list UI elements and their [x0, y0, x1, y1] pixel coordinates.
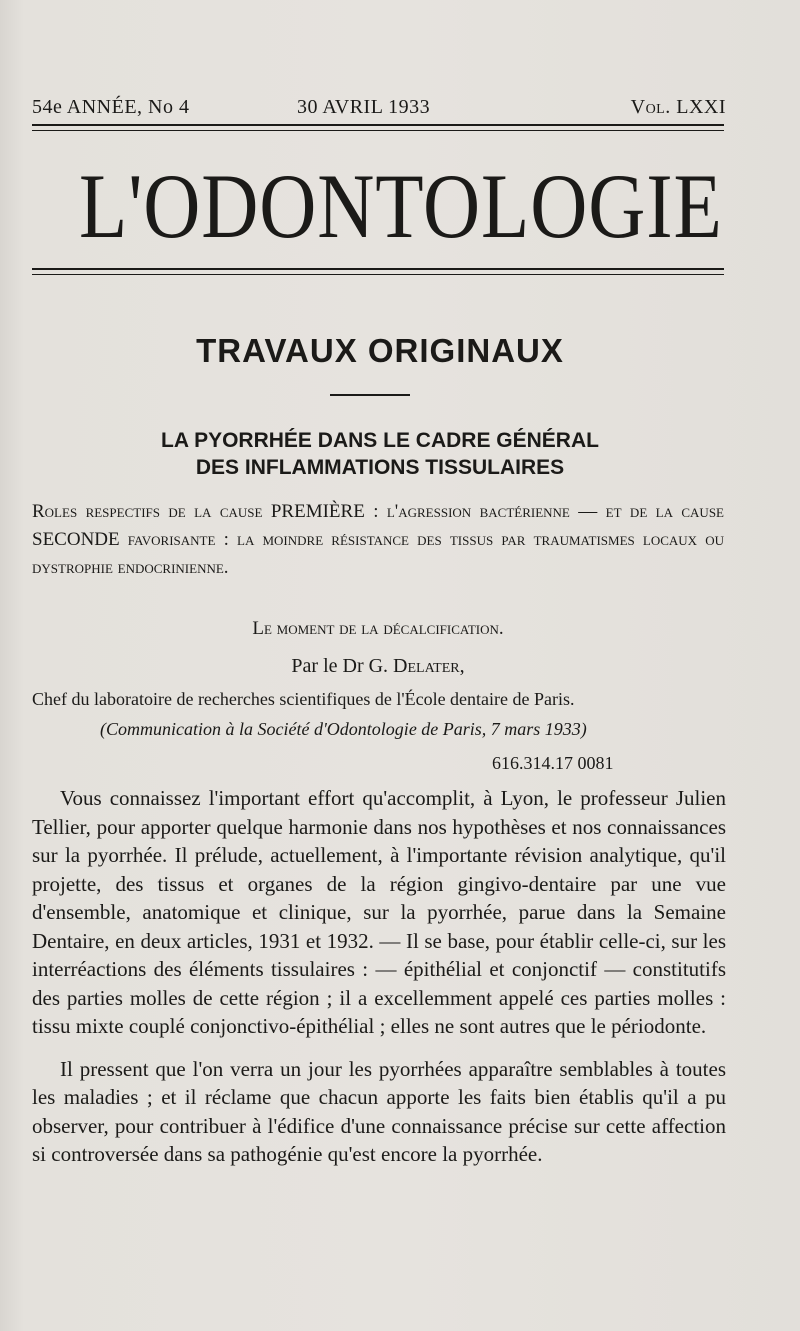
author-name: Delater, — [393, 655, 465, 677]
author-affiliation: Chef du laboratoire de recherches scientifiques de l'École dentaire de Paris. — [32, 689, 575, 709]
paragraph-2: Il pressent que l'on verra un jour les pyorrhées apparaître semblables à toutes les maladies ; et il réclame que chacun apporte les faits bien établis qu'il a pu observer, pour contribuer à l'édifice d'une connaissance précise sur cette affection si controversée dans sa pathogénie qu'est encore la pyorrhée. — [32, 1056, 726, 1166]
header-rule-thin — [32, 130, 724, 131]
running-header — [32, 96, 726, 126]
issue-date: 30 AVRIL 1933 — [297, 96, 431, 118]
volume-number: Vol. LXXI — [630, 96, 726, 118]
header-rule — [32, 124, 724, 126]
section-divider — [330, 394, 410, 396]
article-body — [32, 784, 726, 1183]
classification-code: 616.314.17 0081 — [492, 753, 614, 773]
issue-number: 54e ANNÉE, No 4 — [32, 96, 190, 118]
masthead-rule — [32, 268, 724, 270]
article-subtitle: Roles respectifs de la cause PREMIÈRE : l'agression bactérienne — et de la cause SECONDE favorisante : la moindre résistance des tissus par traumatismes locaux ou dystrophie endocrinienne. — [32, 501, 724, 578]
communication-text: (Communication à la Société d'Odontologie de Paris, 7 mars 1933) — [100, 719, 587, 739]
section-heading: TRAVAUX ORIGINAUX — [196, 332, 564, 369]
article-title — [40, 427, 720, 481]
article-subheading: Le moment de la décalcification. — [252, 618, 504, 639]
paragraph-1: Vous connaissez l'important effort qu'accomplit, à Lyon, le professeur Julien Tellier, pour apporter quelque harmonie dans nos hypothèses et nos connaissances sur la pyorrhée. Il prélude, actuellement, à l'importante révision analytique, qu'il projette, des tissus et organes de la région gingivo-dentaire par une vue d'ensemble, anatomique et clinique, sur la pyorrhée, parue dans la Semaine Dentaire, en deux articles, 1931 et 1932. — Il se base, pour établir celle-ci, sur les interréactions des éléments tissulaires : — épithélial et conjonctif — constitutifs des parties molles de cette région ; il a excellemment appelé ces parties molles : tissu mixte couplé conjonctivo-épithélial ; elles ne sont autres que le périodonte. — [32, 786, 726, 1038]
article-title-line-1: LA PYORRHÉE DANS LE CADRE GÉNÉRAL — [161, 429, 599, 452]
journal-title: L'ODONTOLOGIE — [79, 155, 723, 257]
masthead-rule-thin — [32, 274, 724, 275]
communication-note — [100, 719, 720, 740]
byline-prefix: Par le Dr G. — [291, 655, 389, 677]
byline — [32, 655, 724, 678]
article-title-line-2: DES INFLAMMATIONS TISSULAIRES — [195, 456, 565, 479]
